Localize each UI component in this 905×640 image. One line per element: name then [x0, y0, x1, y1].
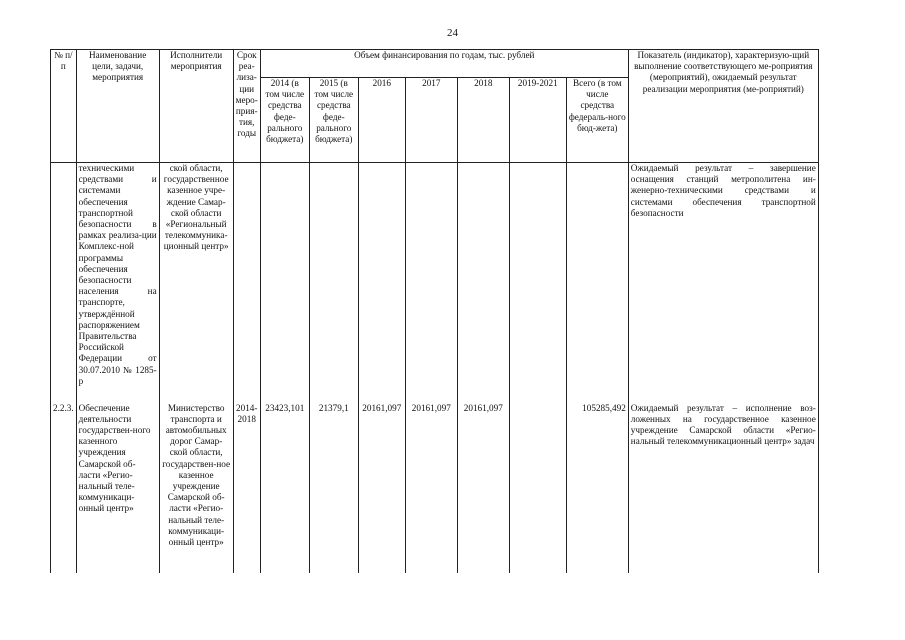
row-num — [51, 163, 77, 403]
header-year-2016: 2016 — [358, 78, 405, 163]
header-year-2019-2021: 2019-2021 — [509, 78, 566, 163]
row-indicator: Ожидаемый результат – исполнение воз-ложенных на государственное казенное учреждение Самарской области «Регио-нальный телекоммуникационный центр» задач — [628, 403, 818, 573]
row-term — [233, 163, 260, 403]
row-num: 2.2.3. — [51, 403, 77, 573]
financing-table — [50, 49, 819, 573]
row-2014 — [260, 163, 309, 403]
row-2019-2021 — [509, 403, 566, 573]
header-term: Срок реа-лиза-ции меро-прия-тия, годы — [233, 50, 260, 163]
row-executor: ской области, государственное казенное учре-ждение Самар-ской области «Региональный телекоммуника-ционный центр» — [159, 163, 233, 403]
row-total: 105285,492 — [566, 403, 628, 573]
header-year-2017: 2017 — [405, 78, 457, 163]
header-year-2014: 2014 (в том числе средства феде-рального бюджета) — [260, 78, 309, 163]
row-2018: 20161,097 — [457, 403, 509, 573]
header-year-2018: 2018 — [457, 78, 509, 163]
table-row — [51, 163, 819, 403]
header-total: Всего (в том числе средства федераль-ного бюд-жета) — [566, 78, 628, 163]
row-name: Обеспечение деятельности государствен-ного казенного учреждения Самарской об-ласти «Регио-нальный теле-коммуникаци-онный центр» — [76, 403, 159, 573]
header-num: № п/п — [51, 50, 77, 163]
row-2019-2021 — [509, 163, 566, 403]
row-2018 — [457, 163, 509, 403]
header-financing: Объем финансирования по годам, тыс. рублей — [260, 50, 628, 78]
row-name: техническими средствами и системами обеспечения транспортной безопасности в рамках реализа-ции Комплекс-ной программы обеспечения безопасности населения на транспорте, утверждённой распоряжением Правительства Российской Федерации от 30.07.2010 № 1285-р — [76, 163, 159, 403]
row-total — [566, 163, 628, 403]
header-indicator: Показатель (индикатор), характеризую-щий выполнение соответствующего ме-роприятия (мероприятий), ожидаемый результат реализации мероприятия (ме-роприятий) — [628, 50, 818, 163]
row-2016 — [358, 163, 405, 403]
table-row — [51, 403, 819, 573]
header-executor: Исполнители мероприятия — [159, 50, 233, 163]
row-2014: 23423,101 — [260, 403, 309, 573]
row-executor: Министерство транспорта и автомобильных дорог Самар-ской области, государствен-ное казенное учреждение Самарской об-ласти «Регио-нальный теле-коммуникаци-онный центр» — [159, 403, 233, 573]
row-indicator: Ожидаемый результат – завершение оснащения станций метрополитена ин-женерно-техническими средствами и системами обеспечения транспортной безопасности — [628, 163, 818, 403]
row-2017 — [405, 163, 457, 403]
row-2017: 20161,097 — [405, 403, 457, 573]
page-number: 24 — [447, 27, 458, 39]
row-2015 — [309, 163, 358, 403]
header-year-2015: 2015 (в том числе средства феде-рального бюджета) — [309, 78, 358, 163]
row-2016: 20161,097 — [358, 403, 405, 573]
row-2015: 21379,1 — [309, 403, 358, 573]
row-term: 2014-2018 — [233, 403, 260, 573]
header-name: Наименование цели, задачи, мероприятия — [76, 50, 159, 163]
